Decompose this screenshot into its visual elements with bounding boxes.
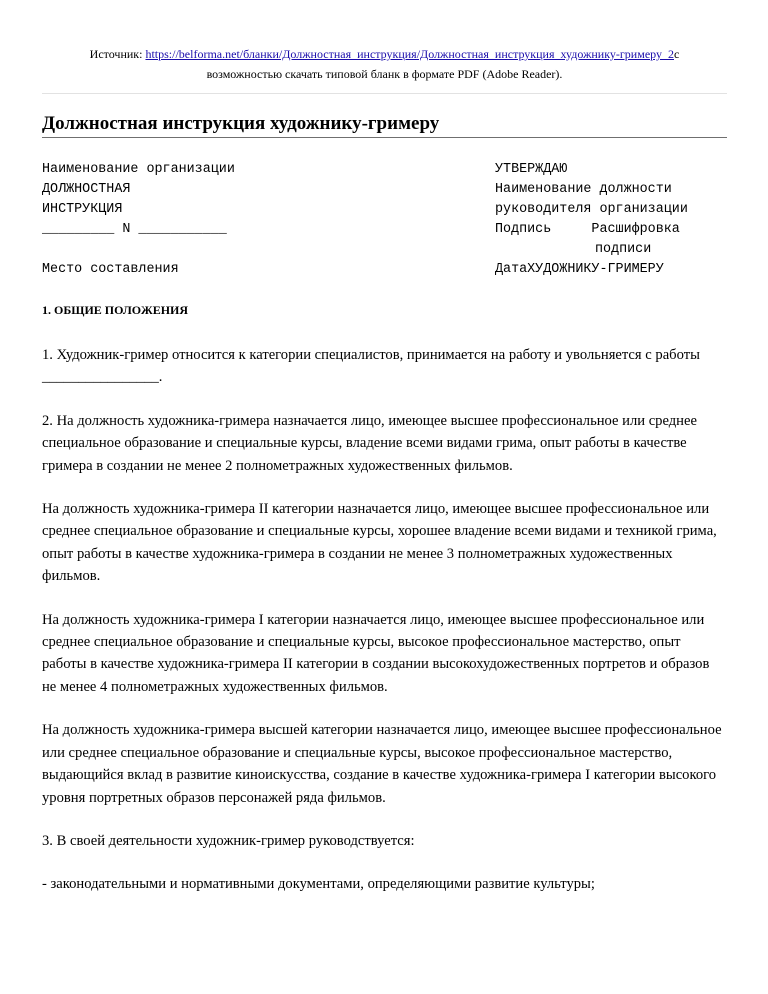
place-of-compilation: Место составления	[42, 262, 179, 277]
source-notice	[42, 44, 727, 84]
source-prefix: Источник:	[89, 47, 146, 61]
signature-line: Подпись Расшифровка	[495, 222, 680, 237]
paragraph: На должность художника-гримера высшей категории назначается лицо, имеющее высшее профессиональное или среднее специальное образование и специальные курсы, высокое профессиональное мастерство, выдающийся вклад в развитие киноискусства, создание в качестве художника-гримера I категории высокого уровня портретных образов персонажей ряда фильмов.	[42, 722, 722, 806]
doc-type-line-1: ДОЛЖНОСТНАЯ	[42, 182, 131, 197]
signature-line-2: подписи	[595, 242, 652, 257]
source-suffix: с	[674, 47, 680, 61]
org-name: Наименование организации	[42, 162, 235, 177]
blank-line	[42, 240, 472, 260]
paragraph: 1. Художник-гример относится к категории специалистов, принимается на работу и увольняется с работы ________________.	[42, 347, 700, 386]
paragraph: 2. На должность художника-гримера назначается лицо, имеющее высшее профессиональное или среднее специальное образование и специальные курсы, владение всеми видами грима, опыт работы в качестве гримера в создании не менее 2 полнометражных художественных фильмов.	[42, 412, 697, 474]
header-left-column	[42, 160, 472, 280]
header-right-column	[495, 160, 735, 280]
source-link[interactable]: https://belforma.net/бланки/Должностная_инструкция/Должностная_инструкция_художнику-гримеру_2	[145, 47, 674, 61]
date-line: ДатаХУДОЖНИКУ-ГРИМЕРУ	[495, 262, 664, 277]
paragraph: На должность художника-гримера I категории назначается лицо, имеющее высшее профессиональное или среднее специальное образование и специальные курсы, высокое профессиональное мастерство, опыт работы в качестве художника-гримера II категории в создании высокохудожественных портретов и образов не менее 4 полнометражных художественных фильмов.	[42, 611, 710, 695]
section-title-general: 1. ОБЩИЕ ПОЛОЖЕНИЯ	[42, 303, 189, 317]
paragraph: На должность художника-гримера II категории назначается лицо, имеющее высшее профессиональное или среднее специальное образование и специальные курсы, хорошее владение всеми видами и техникой грима, опыт работы в качестве художника-гримера в создании не менее 3 полнометражных художественных фильмов.	[42, 501, 717, 585]
document-page	[42, 0, 727, 896]
document-title: Должностная инструкция художнику-гримеру	[42, 113, 727, 138]
position-line-2: руководителя организации	[495, 202, 688, 217]
paragraph: 3. В своей деятельности художник-гример руководствуется:	[42, 832, 415, 849]
doc-number-line: _________ N ___________	[42, 222, 227, 237]
approval-header	[42, 160, 727, 280]
source-line-2: возможностью скачать типовой бланк в формате PDF (Adobe Reader).	[206, 67, 563, 81]
approve-label: УТВЕРЖДАЮ	[495, 162, 568, 177]
top-divider	[42, 93, 727, 94]
doc-type-line-2: ИНСТРУКЦИЯ	[42, 202, 123, 217]
paragraph: - законодательными и нормативными документами, определяющими развитие культуры;	[42, 876, 595, 893]
position-line-1: Наименование должности	[495, 182, 672, 197]
